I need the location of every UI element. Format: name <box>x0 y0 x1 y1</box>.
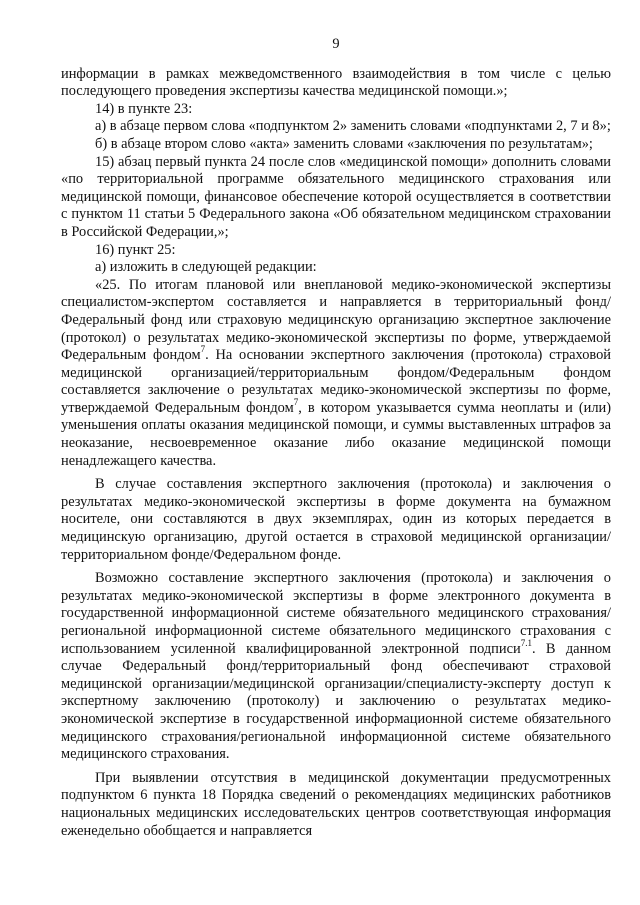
paragraph: информации в рамках межведомственного взаимодействия в том числе с целью последующего проведения экспертизы качества медицинской помощи.»; <box>61 65 611 100</box>
paragraph <box>61 277 611 471</box>
paragraph-text: . На основании экспертного заключения (протокола) страховой медицинской организацией/территориальным фондом/Федеральным фондом составляется заключение о результатах медико-экономической экспертизы по форме, утверждаемой Федеральным фондом <box>61 347 611 416</box>
document-body <box>61 66 611 841</box>
paragraph-text: , в котором указывается сумма неоплаты и (или) уменьшения оплаты оказания медицинской помощи, и суммы выставленных штрафов за неоказание, несвоевременное оказание либо оказание медицинской помощи ненадлежащего качества. <box>61 399 611 469</box>
paragraph: 15) абзац первый пункта 24 после слов «медицинской помощи» дополнить словами «по территориальной программе обязательного медицинского страхования или медицинской помощи, финансовое обеспечение которой осуществляется в соответствии с пунктом 11 статьи 5 Федерального закона «Об обязательном медицинском страховании в Российской Федерации,»; <box>61 153 611 240</box>
paragraph: а) в абзаце первом слова «подпунктом 2» заменить словами «подпунктами 2, 7 и 8»; <box>95 118 611 135</box>
paragraph: а) изложить в следующей редакции: <box>95 259 317 276</box>
paragraph: 14) в пункте 23: <box>95 100 193 117</box>
footnote-ref: 7.1 <box>520 637 532 648</box>
paragraph: б) в абзаце втором слово «акта» заменить словами «заключения по результатам»; <box>95 135 593 152</box>
paragraph: В случае составления экспертного заключения (протокола) и заключения о результатах медико-экономической экспертизы в форме документа на бумажном носителе, они составляются в двух экземплярах, один из которых передается в медицинскую организацию, другой остается в страховой медицинской организации/территориальном фонде/Федеральном фонде. <box>61 476 611 563</box>
paragraph-text: Возможно составление экспертного заключения (протокола) и заключения о результатах медико-экономической экспертизы в форме электронного документа в государственной информационной системе обязательного медицинского страхования/региональной информационной системе обязательного медицинского страхования с использованием усиленной квалифицированной электронной подписи <box>61 570 611 657</box>
paragraph: При выявлении отсутствия в медицинской документации предусмотренных подпунктом 6 пункта 18 Порядка сведений о рекомендациях медицинских работников национальных медицинских исследовательских центров соответствующая информация еженедельно обобщается и направляется <box>61 769 611 839</box>
paragraph-text: . В данном случае Федеральный фонд/территориальный фонд обеспечивают страховой медицинской организации/медицинской организации/специалисту-эксперту доступ к экспертному заключению (протоколу) и заключению о результатах медико-экономической экспертизе в государственной информационной системе обязательного медицинского страхования/региональной информационной системе обязательного медицинского страхования. <box>61 640 612 763</box>
footnote-ref: 7 <box>200 344 206 355</box>
paragraph-text: «25. По итогам плановой или внеплановой медико-экономической экспертизы специалистом-экспертом составляется и направляется в территориальный фонд/Федеральный фонд или страховую медицинскую организацию экспертное заключение (протокол) о результатах медико-экономической экспертизы по форме, утверждаемой Федеральным фондом <box>61 276 611 364</box>
footnote-ref: 7 <box>293 397 299 408</box>
paragraph: 16) пункт 25: <box>95 241 176 258</box>
paragraph <box>61 570 611 764</box>
page-number: 9 <box>332 36 340 52</box>
